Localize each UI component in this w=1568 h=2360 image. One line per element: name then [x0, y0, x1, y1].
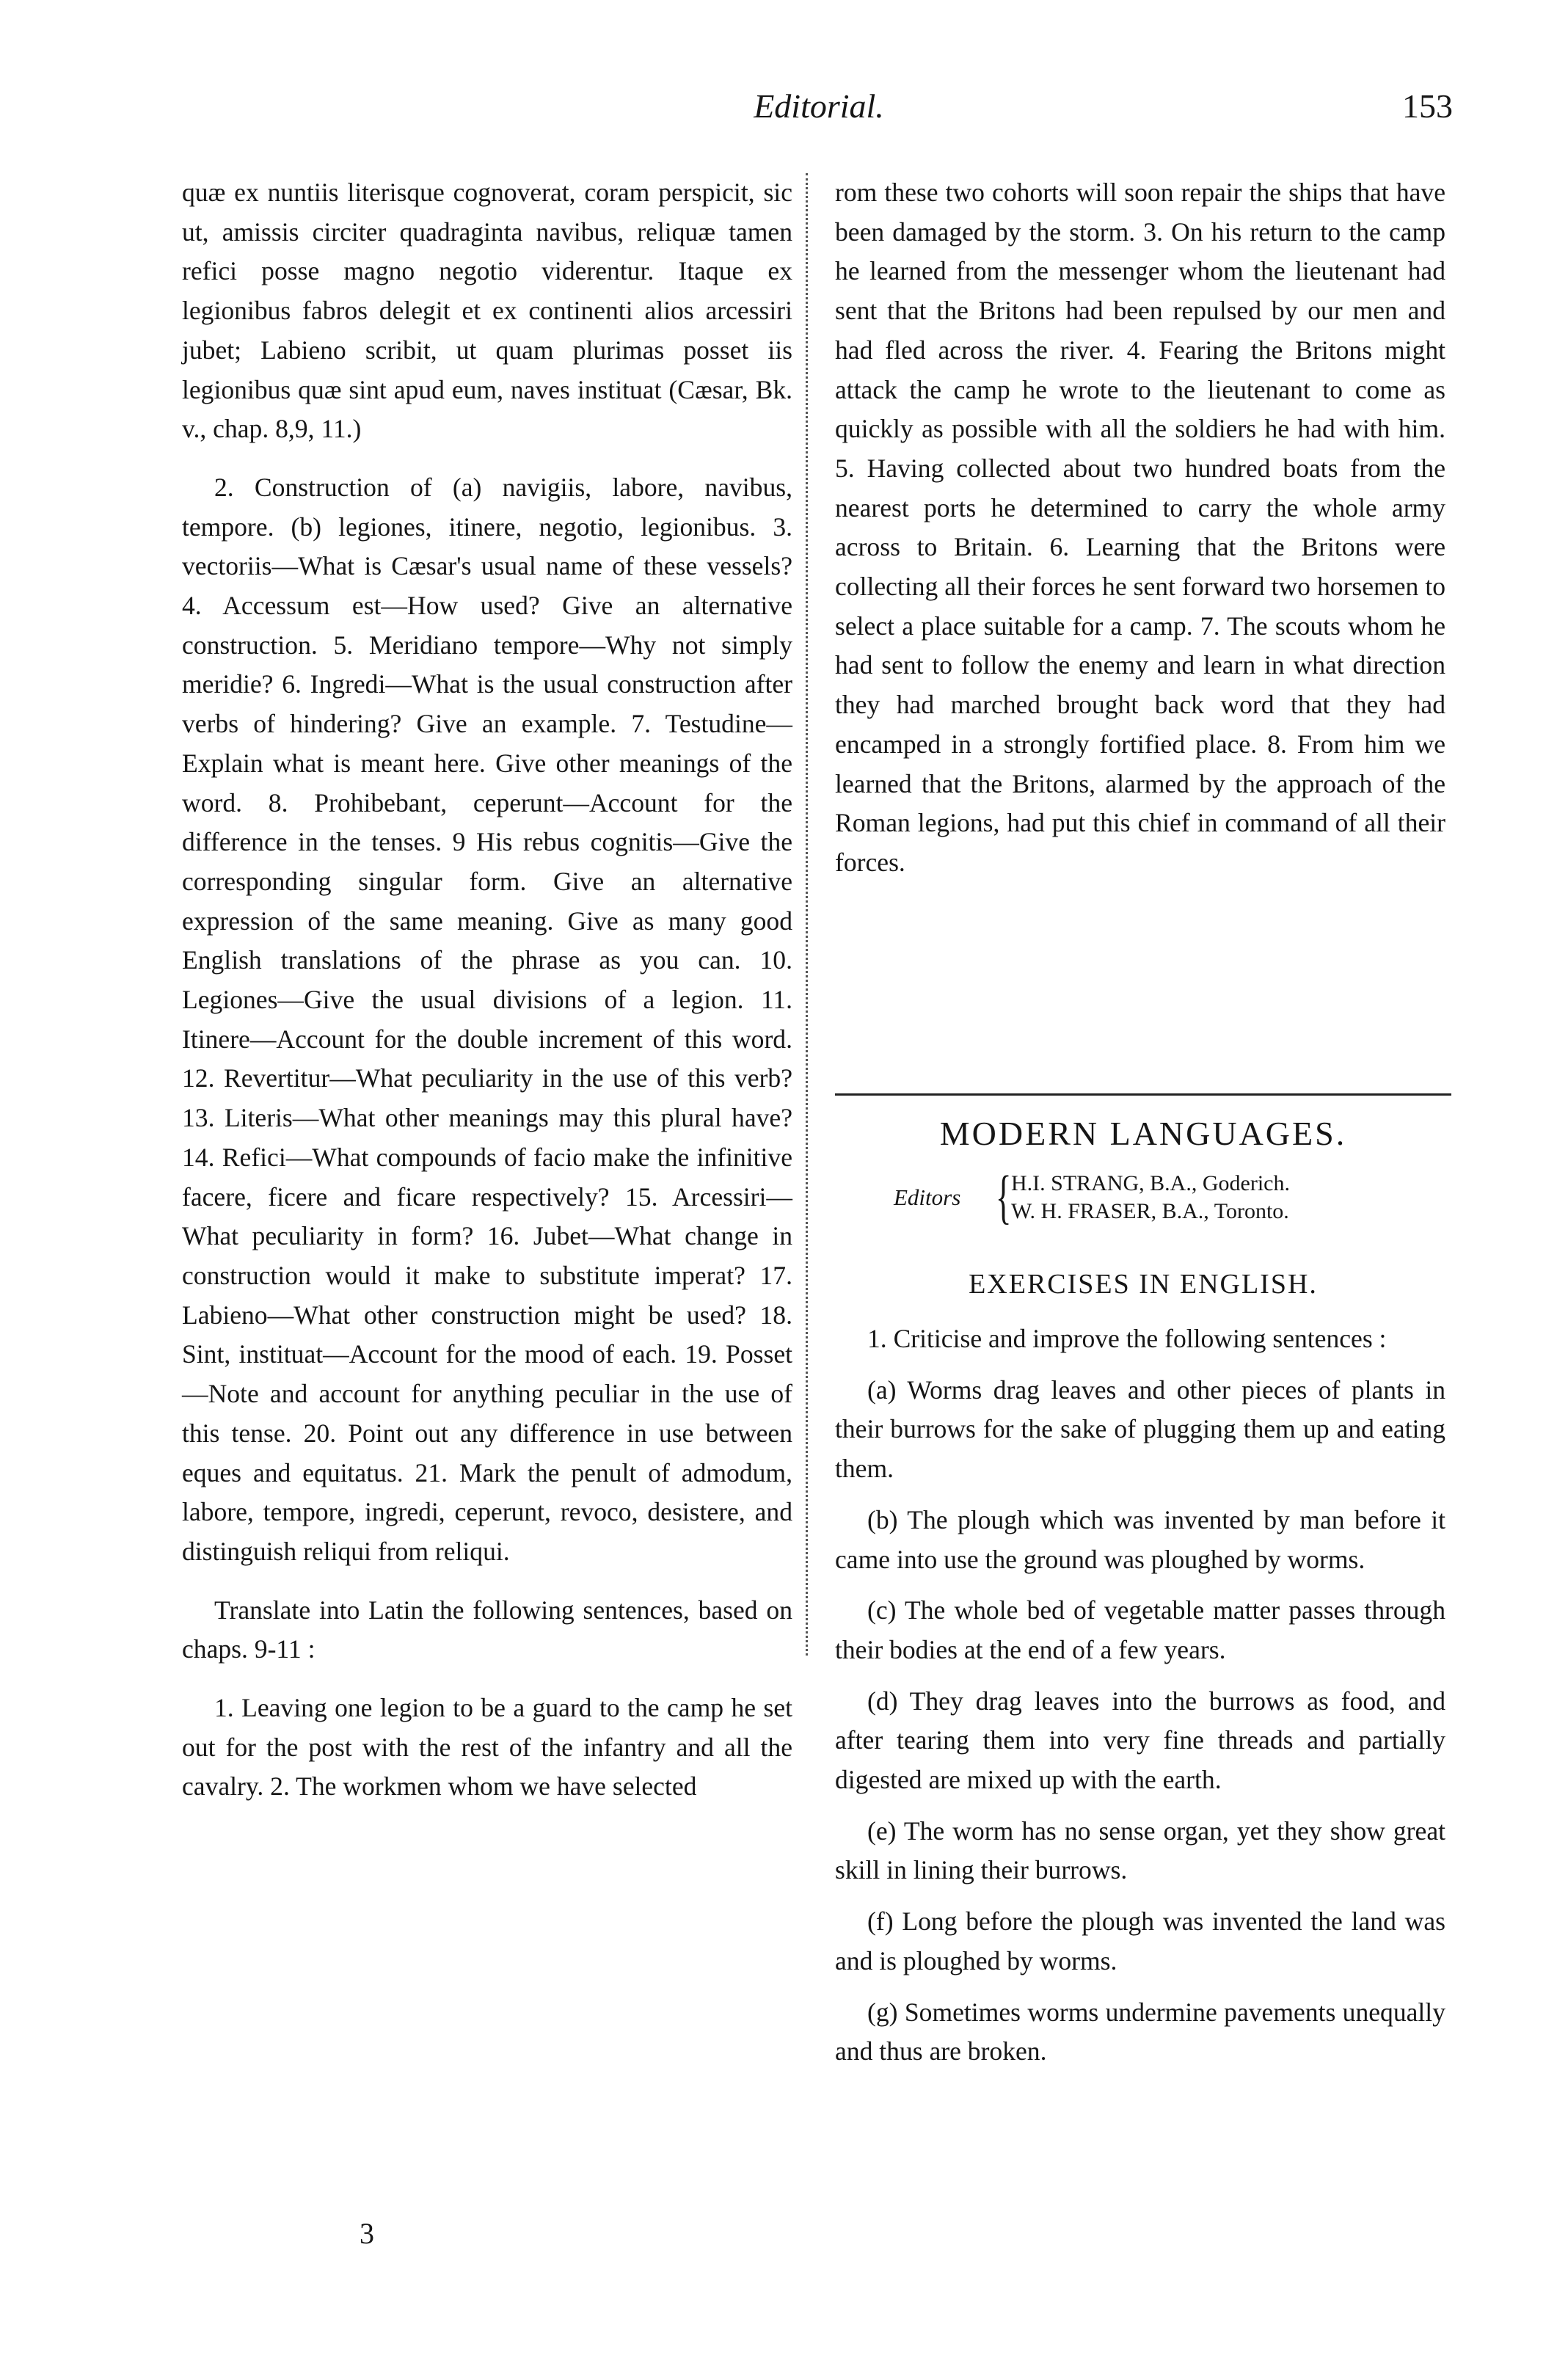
running-header-title: Editorial.	[754, 87, 884, 125]
editors-label: Editors	[894, 1184, 961, 1210]
exercises-heading: EXERCISES IN ENGLISH.	[969, 1269, 1318, 1300]
exercise-item-f: (f) Long before the plough was invented the land was and is ploughed by worms.	[835, 1906, 1445, 1975]
translation-sentences-continued: rom these two cohorts will soon repair the ships that have been damaged by the storm. 3. On his return to the camp he learned from the messenger whom the lieutenant had sent that the Britons had been repulsed by our men and had fled across the river. 4. Fearing the Britons might attack the camp he wrote to the lieutenant to come as quickly as possible with all the soldiers he had with him. 5. Having collected about two hundred boats from the nearest ports he determined to carry the whole army across to Britain. 6. Learning that the Britons were collecting all their forces he sent forward two horsemen to select a place suitable for a camp. 7. The scouts whom he had sent to follow the enemy and learn in what direction they had marched brought back word that they had encamped in a strongly fortified place. 8. From him we learned that the Britons, alarmed by the approach of the Roman legions, had put this chief in command of all their forces.	[835, 178, 1445, 877]
page-number: 153	[1402, 87, 1453, 125]
brace-icon: {	[995, 1163, 1012, 1230]
exercise-item-b: (b) The plough which was invented by man before it came into use the ground was ploughed by worms.	[835, 1504, 1445, 1574]
questions-paragraph: 2. Construction of (a) navigiis, labore, navibus, tempore. (b) legiones, itinere, negotio, legionibus. 3. vectoriis—What is Cæsar's usual name of these vessels? 4. Accessum est—How used? Give an alternative construction. 5. Meridiano tempore—Why not simply meridie? 6. Ingredi—What is the usual construction after verbs of hindering? Give an example. 7. Testudine—Explain what is meant here. Give other meanings of the word. 8. Prohibebant, ceperunt—Account for the difference in the tenses. 9 His rebus cognitis—Give the corresponding singular form. Give an alternative expression of the same meaning. Give as many good English translations of the phrase as you can. 10. Legiones—Give the usual divisions of a legion. 11. Itinere—Account for the double increment of this word. 12. Revertitur—What peculiarity in the use of this verb? 13. Literis—What other meanings may this plural have? 14. Refici—What compounds of facio make the infinitive facere, ficere and ficare respectively? 15. Arcessiri—What peculiarity in form? 16. Jubet—What change in construction would it make to substitute imperat? 17. Labieno—What other construction might be used? 18. Sint, instituat—Account for the mood of each. 19. Posset—Note and account for anything peculiar in the use of this tense. 20. Point out any difference in use between eques and equitatus. 21. Mark the penult of admodum, labore, tempore, ingredi, ceperunt, revoco, desistere, and distinguish reliqui from reliqui.	[182, 472, 792, 1566]
section-rule	[835, 1093, 1451, 1096]
translation-sentences: 1. Leaving one legion to be a guard to the camp he set out for the post with the rest of the infantry and all the cavalry. 2. The workmen whom we have selected	[182, 1693, 792, 1802]
latin-passage: quæ ex nuntiis literisque cognoverat, coram perspicit, sic ut, amissis circiter quadraginta navibus, reliquæ tamen refici posse magno negotio viderentur. Itaque ex legionibus fabros delegit et ex continenti alios arcessiri jubet; Labieno scribit, ut quam plurimas posset iis legionibus quæ sint apud eum, naves instituat (Cæsar, Bk. v., chap. 8,9, 11.)	[182, 178, 792, 444]
column-divider	[806, 173, 810, 1656]
exercise-intro: 1. Criticise and improve the following sentences :	[867, 1324, 1387, 1353]
exercise-item-e: (e) The worm has no sense organ, yet they show great skill in lining their burrows.	[835, 1815, 1445, 1885]
exercise-item-d: (d) They drag leaves into the burrows as food, and after tearing them into very fine threads and partially digested are mixed up with the earth.	[835, 1686, 1445, 1795]
section-heading: MODERN LANGUAGES.	[939, 1115, 1347, 1152]
editors-block	[894, 1163, 1437, 1234]
editor-fraser: W. H. FRASER, B.A., Toronto.	[1011, 1199, 1289, 1223]
exercise-item-g: (g) Sometimes worms undermine pavements unequally and thus are broken.	[835, 1997, 1445, 2066]
editor-strang: H.I. STRANG, B.A., Goderich.	[1011, 1171, 1290, 1195]
exercise-item-a: (a) Worms drag leaves and other pieces of plants in their burrows for the sake of plugging them up and eating them.	[835, 1374, 1445, 1484]
exercise-item-c: (c) The whole bed of vegetable matter passes through their bodies at the end of a few years.	[835, 1595, 1445, 1664]
right-column-lower	[835, 1319, 1445, 2072]
left-column	[182, 173, 792, 1807]
signature-mark: 3	[360, 2217, 374, 2250]
right-column-upper	[835, 173, 1445, 883]
translate-instructions: Translate into Latin the following sentences, based on chaps. 9-11 :	[182, 1595, 792, 1664]
